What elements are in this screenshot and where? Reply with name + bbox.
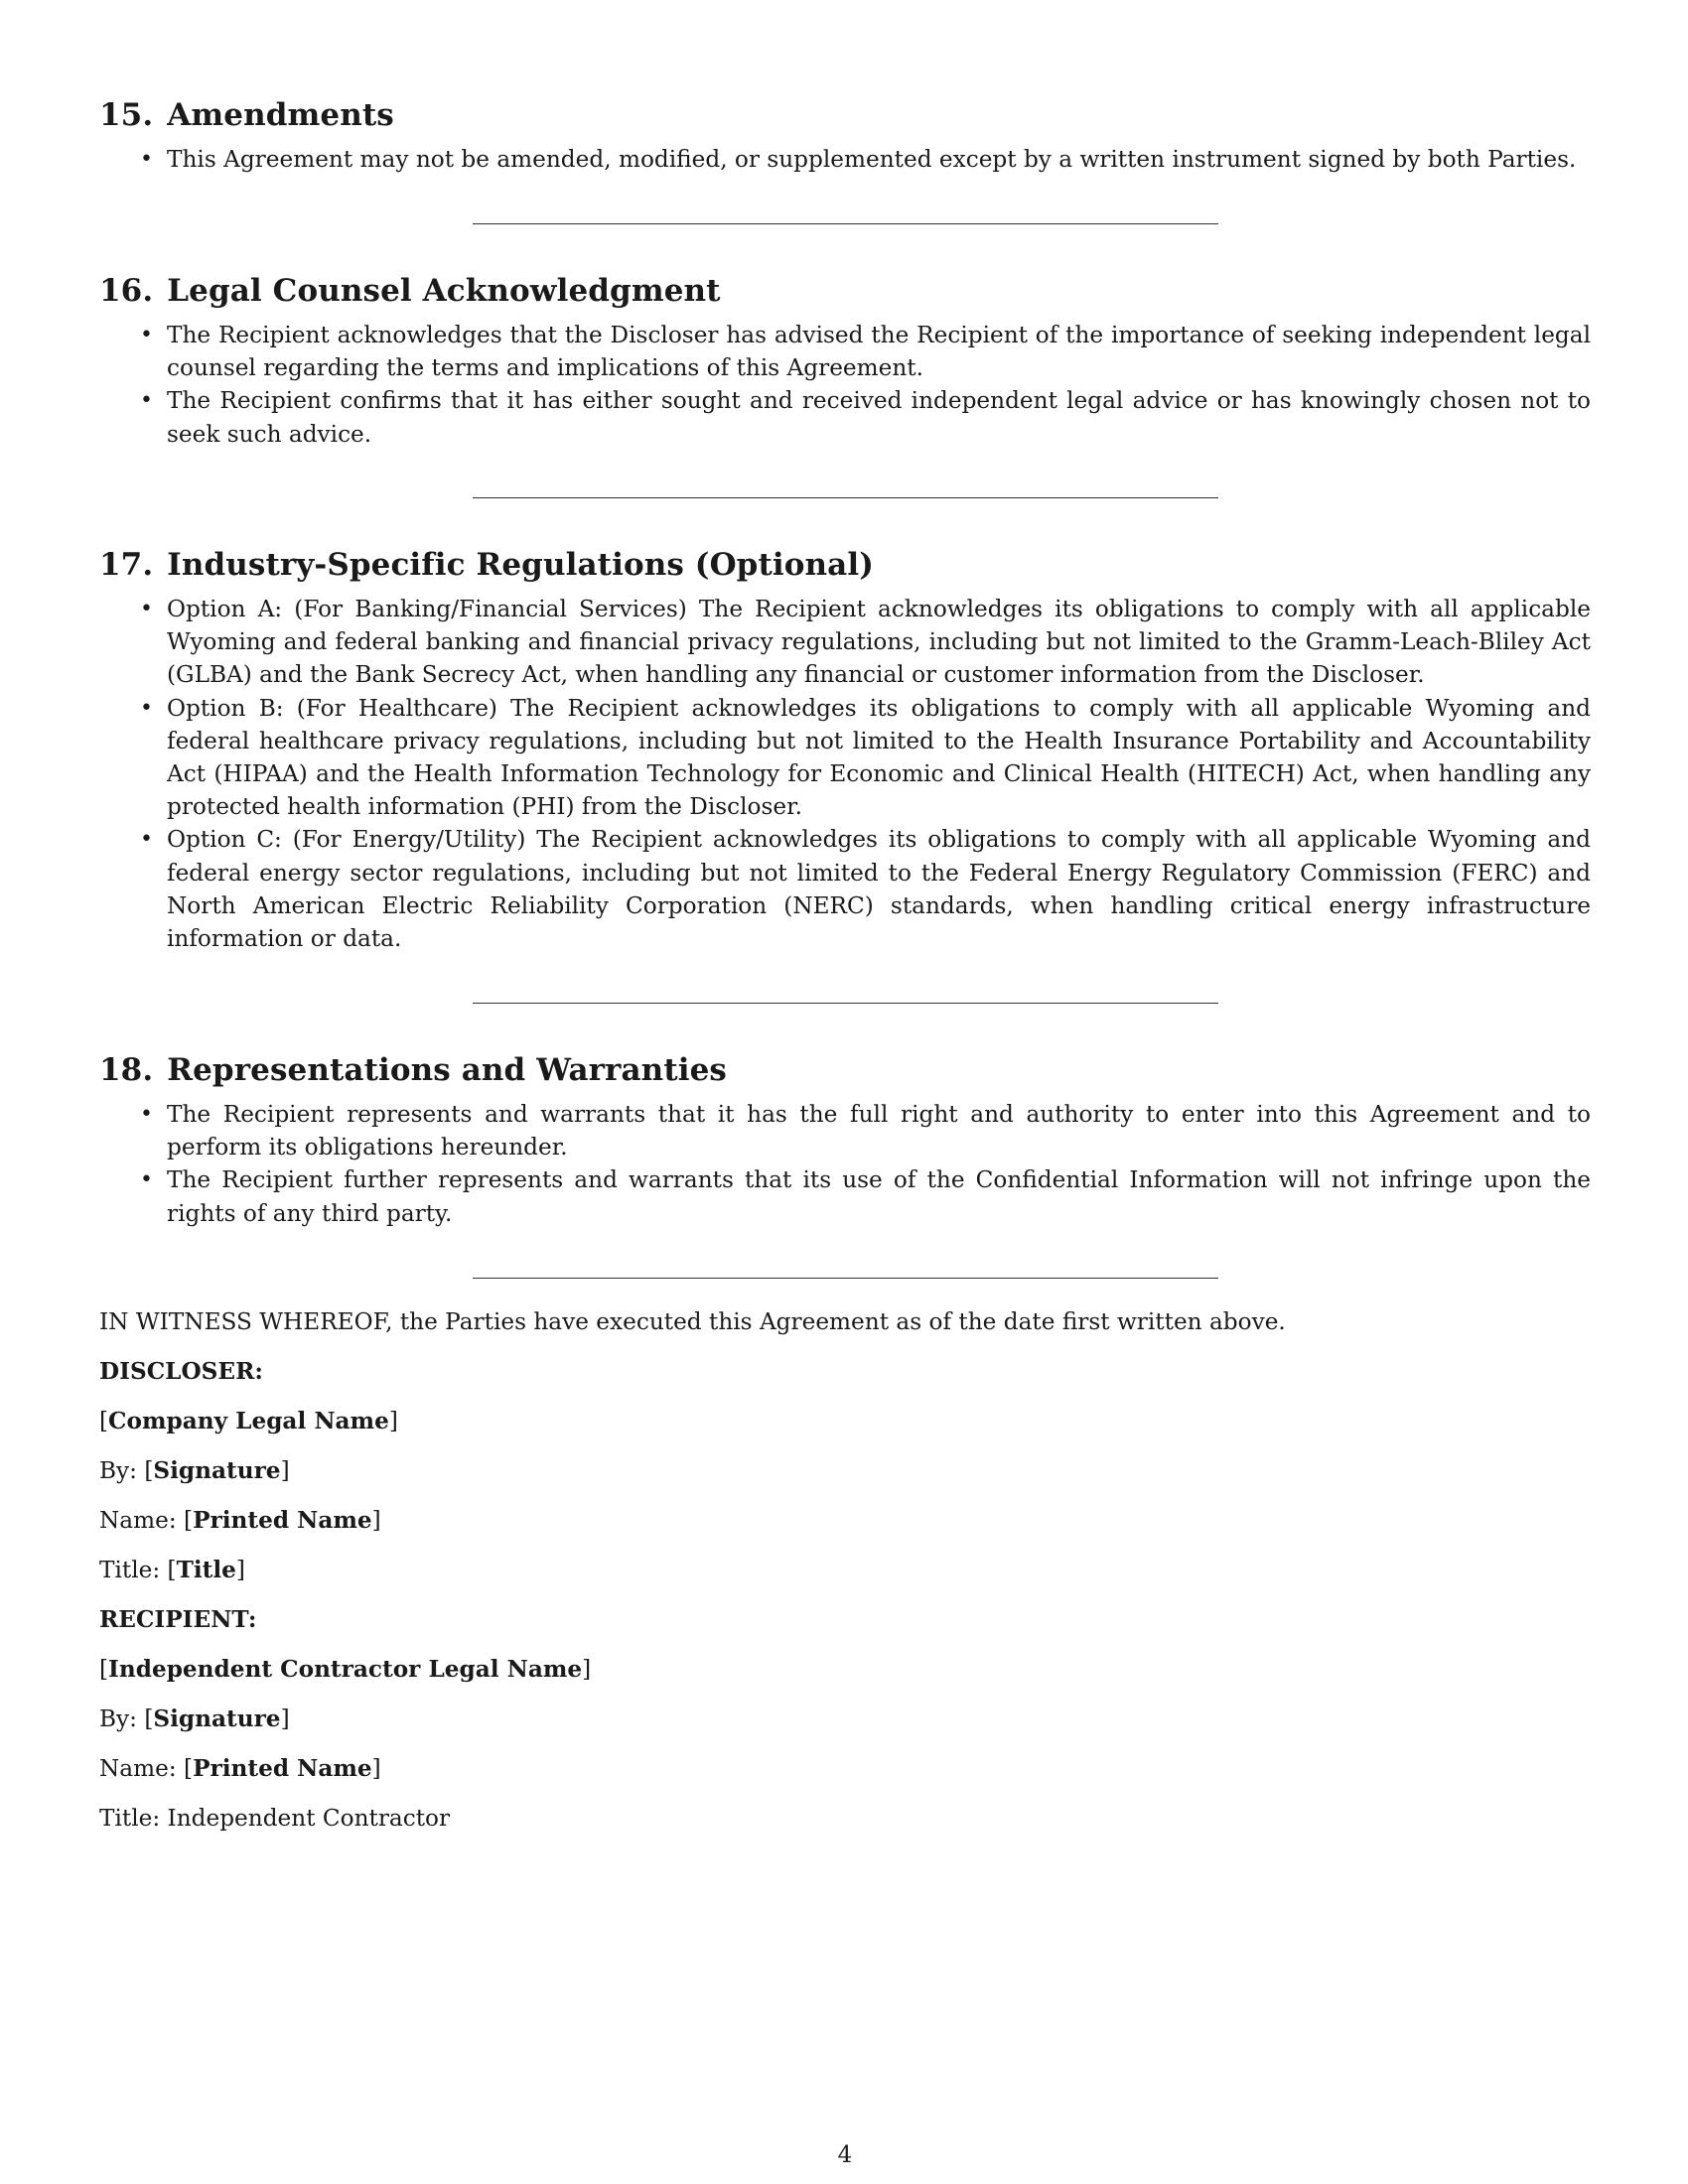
list-item bbox=[99, 1098, 1591, 1163]
list-item-text: Option B: (For Healthcare) The Recipient acknowledges its obligations to comply with all applicable Wyoming and federal healthcare privacy regulations, including but not limited to the Health Insurance Portability and Accountability Act (HIPAA) and the Health Information Technology for Economic and Clinical Health (HITECH) Act, when handling any protected health information (PHI) from the Discloser. bbox=[167, 694, 1591, 821]
section-title: Amendments bbox=[167, 97, 394, 133]
section-divider bbox=[473, 223, 1218, 224]
section-title: Industry-Specific Regulations (Optional) bbox=[167, 547, 874, 583]
list-item bbox=[99, 143, 1591, 176]
recipient-company-name: [Independent Contractor Legal Name] bbox=[99, 1656, 592, 1683]
bullet-list bbox=[99, 143, 1591, 176]
list-item-text: The Recipient represents and warrants that it has the full right and authority to enter into this Agreement and to perform its obligations hereunder. bbox=[167, 1101, 1591, 1161]
section-divider bbox=[473, 497, 1218, 498]
discloser-signature-line: By: [Signature] bbox=[99, 1457, 290, 1484]
list-item bbox=[99, 1163, 1591, 1229]
section-15 bbox=[99, 95, 1591, 176]
discloser-title-line: Title: [Title] bbox=[99, 1557, 245, 1583]
discloser-name-line: Name: [Printed Name] bbox=[99, 1507, 381, 1534]
bullet-icon: • bbox=[140, 388, 153, 414]
section-heading bbox=[99, 271, 1591, 311]
list-item-text: Option C: (For Energy/Utility) The Recipient acknowledges its obligations to comply with all applicable Wyoming and federal energy sector regulations, including but not limited to the Federal Energy Regulatory Commission (FERC) and North American Electric Reliability Corporation (NERC) standards, when handling critical energy infrastructure information or data. bbox=[167, 826, 1591, 953]
section-number: 18. bbox=[99, 1052, 154, 1088]
bullet-icon: • bbox=[140, 1167, 153, 1193]
recipient-name-line: Name: [Printed Name] bbox=[99, 1755, 381, 1782]
section-number: 15. bbox=[99, 97, 154, 133]
page-number: 4 bbox=[837, 2142, 853, 2168]
section-number: 17. bbox=[99, 547, 154, 583]
section-number: 16. bbox=[99, 273, 154, 309]
section-title: Legal Counsel Acknowledgment bbox=[167, 273, 721, 309]
list-item bbox=[99, 692, 1591, 824]
section-17 bbox=[99, 545, 1591, 955]
bullet-icon: • bbox=[140, 1102, 153, 1127]
list-item-text: This Agreement may not be amended, modified, or supplemented except by a written instrument signed by both Parties. bbox=[167, 146, 1577, 173]
discloser-heading: DISCLOSER: bbox=[99, 1358, 263, 1385]
list-item bbox=[99, 384, 1591, 450]
bullet-list bbox=[99, 593, 1591, 955]
recipient-title-line: Title: Independent Contractor bbox=[99, 1805, 451, 1832]
section-heading bbox=[99, 545, 1591, 585]
list-item-text: Option A: (For Banking/Financial Services) The Recipient acknowledges its obligations to comply with all applicable Wyoming and federal banking and financial privacy regulations, including but not limited to the Gramm-Leach-Bliley Act (GLBA) and the Bank Secrecy Act, when handling any financial or customer information from the Discloser. bbox=[167, 596, 1591, 689]
bullet-icon: • bbox=[140, 147, 153, 172]
section-16 bbox=[99, 271, 1591, 451]
recipient-heading: RECIPIENT: bbox=[99, 1606, 257, 1633]
discloser-company-name: [Company Legal Name] bbox=[99, 1408, 398, 1434]
bullet-icon: • bbox=[140, 827, 153, 853]
document-page bbox=[99, 0, 1591, 2184]
list-item bbox=[99, 593, 1591, 692]
section-18 bbox=[99, 1050, 1591, 1230]
section-heading bbox=[99, 95, 1591, 135]
list-item-text: The Recipient confirms that it has either sought and received independent legal advice or has knowingly chosen not to seek such advice. bbox=[167, 387, 1591, 448]
witness-clause: IN WITNESS WHEREOF, the Parties have executed this Agreement as of the date first written above. bbox=[99, 1308, 1286, 1335]
section-divider bbox=[473, 1003, 1218, 1004]
section-divider bbox=[473, 1278, 1218, 1279]
bullet-list bbox=[99, 319, 1591, 451]
section-title: Representations and Warranties bbox=[167, 1052, 727, 1088]
list-item bbox=[99, 823, 1591, 955]
section-heading bbox=[99, 1050, 1591, 1090]
recipient-signature-line: By: [Signature] bbox=[99, 1706, 290, 1732]
bullet-icon: • bbox=[140, 695, 153, 721]
bullet-list bbox=[99, 1098, 1591, 1230]
list-item-text: The Recipient acknowledges that the Discloser has advised the Recipient of the importance of seeking independent legal counsel regarding the terms and implications of this Agreement. bbox=[167, 322, 1591, 382]
list-item bbox=[99, 319, 1591, 384]
bullet-icon: • bbox=[140, 323, 153, 347]
bullet-icon: • bbox=[140, 597, 153, 621]
list-item-text: The Recipient further represents and warrants that its use of the Confidential Information will not infringe upon the rights of any third party. bbox=[167, 1166, 1591, 1227]
